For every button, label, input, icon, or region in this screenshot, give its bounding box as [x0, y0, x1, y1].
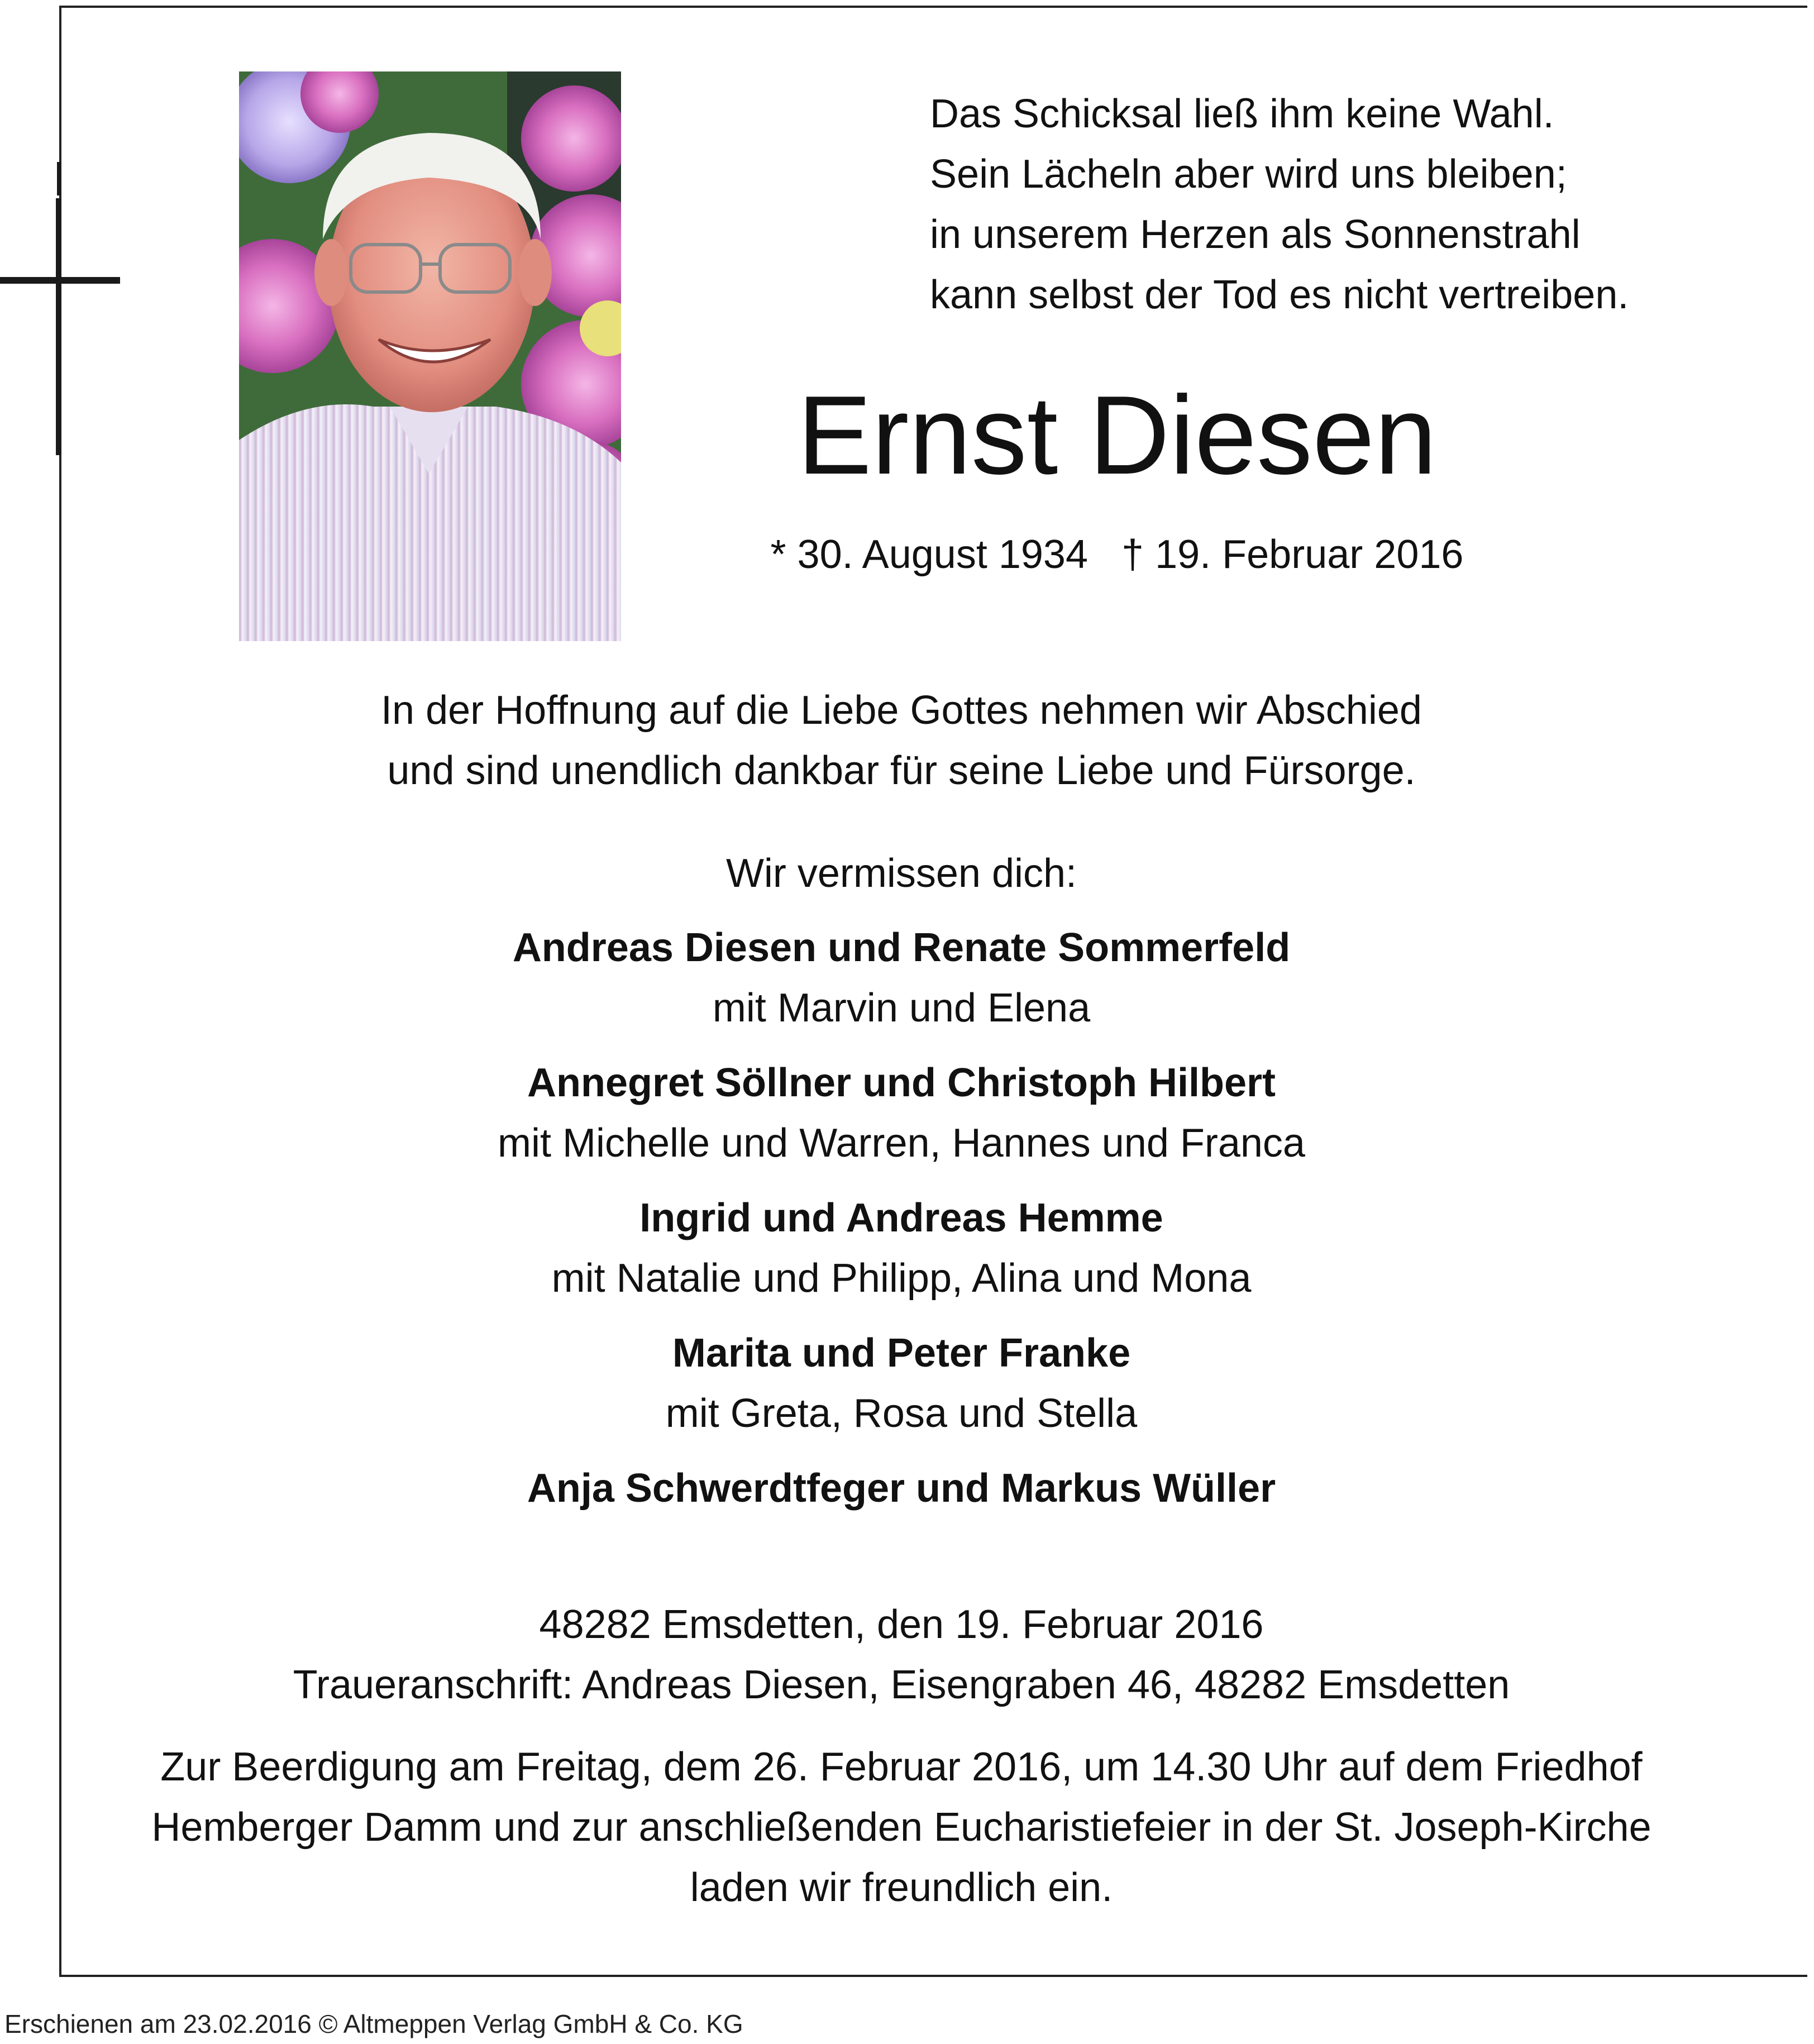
family-member-children: mit Michelle und Warren, Hannes und Franca — [498, 1121, 1305, 1166]
poem-line: Sein Lächeln aber wird uns bleiben; — [930, 152, 1567, 197]
poem-line: kann selbst der Tod es nicht vertreiben. — [930, 273, 1629, 317]
farewell-text — [59, 680, 1744, 801]
funeral-line: laden wir freundlich ein. — [690, 1865, 1113, 1910]
family-member-name: Annegret Söllner und Christoph Hilbert — [527, 1061, 1276, 1105]
poem-line: Das Schicksal ließ ihm keine Wahl. — [930, 92, 1554, 136]
family-member-name: Anja Schwerdtfeger und Markus Wüller — [527, 1466, 1276, 1511]
farewell-line: und sind unendlich dankbar für seine Liebe und Fürsorge. — [387, 748, 1416, 793]
publication-footer: Erschienen am 23.02.2016 © Altmeppen Verlag GmbH & Co. KG — [4, 2009, 743, 2038]
family-member-name: Marita und Peter Franke — [672, 1331, 1131, 1376]
deceased-name: Ernst Diesen — [797, 373, 1437, 498]
mourning-address-line: Traueranschrift: Andreas Diesen, Eisengraben 46, 48282 Emsdetten — [293, 1663, 1510, 1707]
funeral-line: Hemberger Damm und zur anschließenden Eucharistiefeier in der St. Joseph-Kirche — [151, 1805, 1651, 1850]
miss-line: Wir vermissen dich: — [725, 851, 1077, 896]
funeral-line: Zur Beerdigung am Freitag, dem 26. Februar 2016, um 14.30 Uhr auf dem Friedhof — [160, 1745, 1643, 1789]
place-date-line: 48282 Emsdetten, den 19. Februar 2016 — [539, 1602, 1264, 1647]
poem-line: in unserem Herzen als Sonnenstrahl — [930, 212, 1581, 257]
portrait-photo — [239, 71, 621, 641]
family-member-name: Ingrid und Andreas Hemme — [639, 1196, 1163, 1240]
funeral-invitation — [59, 1737, 1744, 1918]
family-member-children: mit Marvin und Elena — [712, 986, 1091, 1030]
place-and-address — [59, 1594, 1744, 1715]
life-dates: * 30. August 1934 † 19. Februar 2016 — [770, 532, 1464, 577]
family-member-name: Andreas Diesen und Renate Sommerfeld — [512, 925, 1291, 970]
farewell-line: In der Hoffnung auf die Liebe Gottes nehmen wir Abschied — [381, 688, 1422, 733]
poem — [930, 84, 1768, 325]
family-member-children: mit Greta, Rosa und Stella — [665, 1391, 1138, 1436]
family-member-children: mit Natalie und Philipp, Alina und Mona — [551, 1256, 1252, 1301]
family-list — [59, 918, 1744, 1518]
